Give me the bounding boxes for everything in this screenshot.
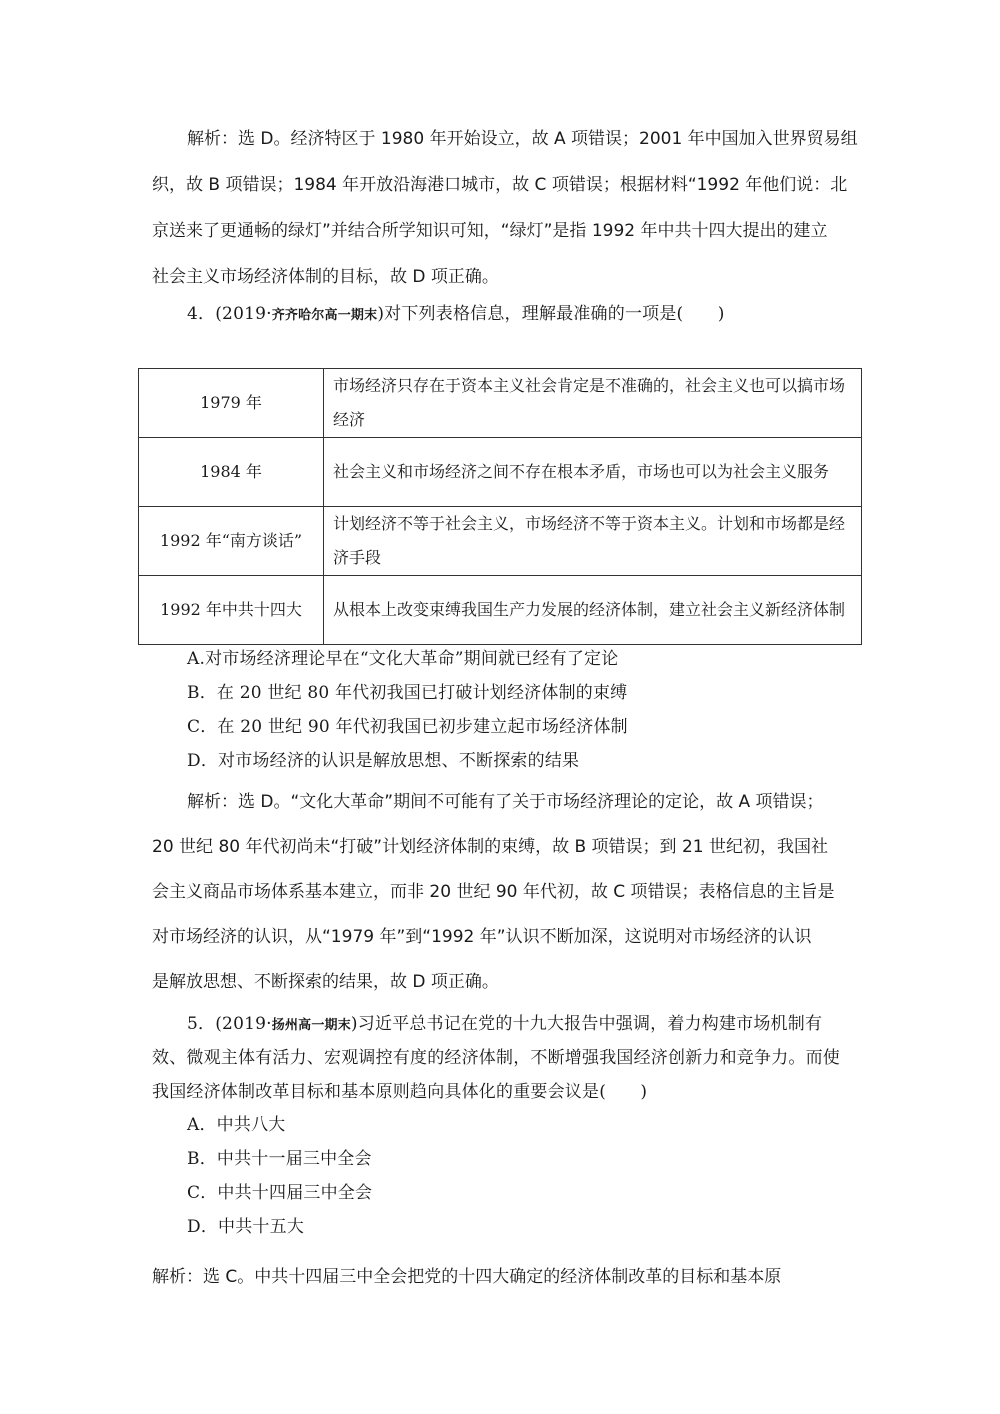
q5-stem-line2: 效、微观主体有活力、宏观调控有度的经济体制，不断增强我国经济创新力和竞争力。而使	[152, 1048, 840, 1068]
q4-analysis-line: 会主义商品市场体系基本建立，而非 20 世纪 90 年代初，故 C 项错误；表格信息的主旨是	[152, 882, 835, 902]
q4-option-c: C．在 20 世纪 90 年代初我国已初步建立起市场经济体制	[187, 717, 628, 737]
table-year-cell: 1992 年中共十四大	[139, 576, 324, 645]
q5-number: 5．	[187, 1014, 216, 1034]
table-desc-cell: 从根本上改变束缚我国生产力发展的经济体制，建立社会主义新经济体制	[324, 576, 862, 645]
q4-analysis-line: 是解放思想、不断探索的结果，故 D 项正确。	[152, 972, 499, 992]
q5-option-c: C．中共十四届三中全会	[187, 1183, 373, 1203]
q3-analysis-line: 京送来了更通畅的绿灯”并结合所学知识可知，“绿灯”是指 1992 年中共十四大提出的建立	[152, 221, 828, 241]
q4-stem	[187, 303, 725, 327]
table-desc-cell: 社会主义和市场经济之间不存在根本矛盾，市场也可以为社会主义服务	[324, 438, 862, 507]
q5-stem-line3: 我国经济体制改革目标和基本原则趋向具体化的重要会议是( )	[152, 1082, 648, 1102]
q5-option-a: A．中共八大	[187, 1115, 286, 1135]
q3-analysis-line: 社会主义市场经济体制的目标，故 D 项正确。	[152, 267, 499, 287]
q5-stem-line1	[187, 1013, 822, 1037]
q4-option-b: B．在 20 世纪 80 年代初我国已打破计划经济体制的束缚	[187, 683, 628, 703]
q5-option-b: B．中共十一届三中全会	[187, 1149, 372, 1169]
q4-number: 4．	[187, 304, 216, 324]
q5-analysis: 解析：选 C。中共十四届三中全会把党的十四大确定的经济体制改革的目标和基本原	[152, 1267, 782, 1287]
q5-option-d: D．中共十五大	[187, 1217, 305, 1237]
q4-analysis-line: 20 世纪 80 年代初尚未“打破”计划经济体制的束缚，故 B 项错误；到 21 世纪初，我国社	[152, 837, 828, 857]
q4-info-table	[138, 368, 862, 645]
q4-source-open: (2019·	[215, 304, 272, 324]
table-desc-cell: 计划经济不等于社会主义，市场经济不等于资本主义。计划和市场都是经济手段	[324, 507, 862, 576]
table-desc-cell: 市场经济只存在于资本主义社会肯定是不准确的，社会主义也可以搞市场经济	[324, 369, 862, 438]
q4-option-d: D．对市场经济的认识是解放思想、不断探索的结果	[187, 751, 580, 771]
table-year-cell: 1992 年“南方谈话”	[139, 507, 324, 576]
table-year-cell: 1984 年	[139, 438, 324, 507]
table-row	[139, 507, 862, 576]
q4-option-a: A.对市场经济理论早在“文化大革命”期间就已经有了定论	[187, 649, 619, 669]
q3-analysis-line: 织，故 B 项错误；1984 年开放沿海港口城市，故 C 项错误；根据材料“1992 年他们说：北	[152, 175, 848, 195]
q4-analysis-line: 解析：选 D。“文化大革命”期间不可能有了关于市场经济理论的定论，故 A 项错误；	[187, 792, 824, 812]
table-row	[139, 438, 862, 507]
q4-stem-text: )对下列表格信息，理解最准确的一项是( )	[377, 304, 725, 324]
table-row	[139, 576, 862, 645]
q5-source-open: (2019·	[215, 1014, 272, 1034]
q4-analysis-line: 对市场经济的认识，从“1979 年”到“1992 年”认识不断加深，这说明对市场经济的认识	[152, 927, 812, 947]
q3-analysis-line: 解析：选 D。经济特区于 1980 年开始设立，故 A 项错误；2001 年中国加入世界贸易组	[187, 129, 858, 149]
table-row	[139, 369, 862, 438]
q5-stem-text: )习近平总书记在党的十九大报告中强调，着力构建市场机制有	[350, 1014, 823, 1034]
q5-source: 扬州高一期末	[271, 1018, 351, 1033]
q4-source: 齐齐哈尔高一期末	[271, 308, 378, 323]
table-year-cell: 1979 年	[139, 369, 324, 438]
